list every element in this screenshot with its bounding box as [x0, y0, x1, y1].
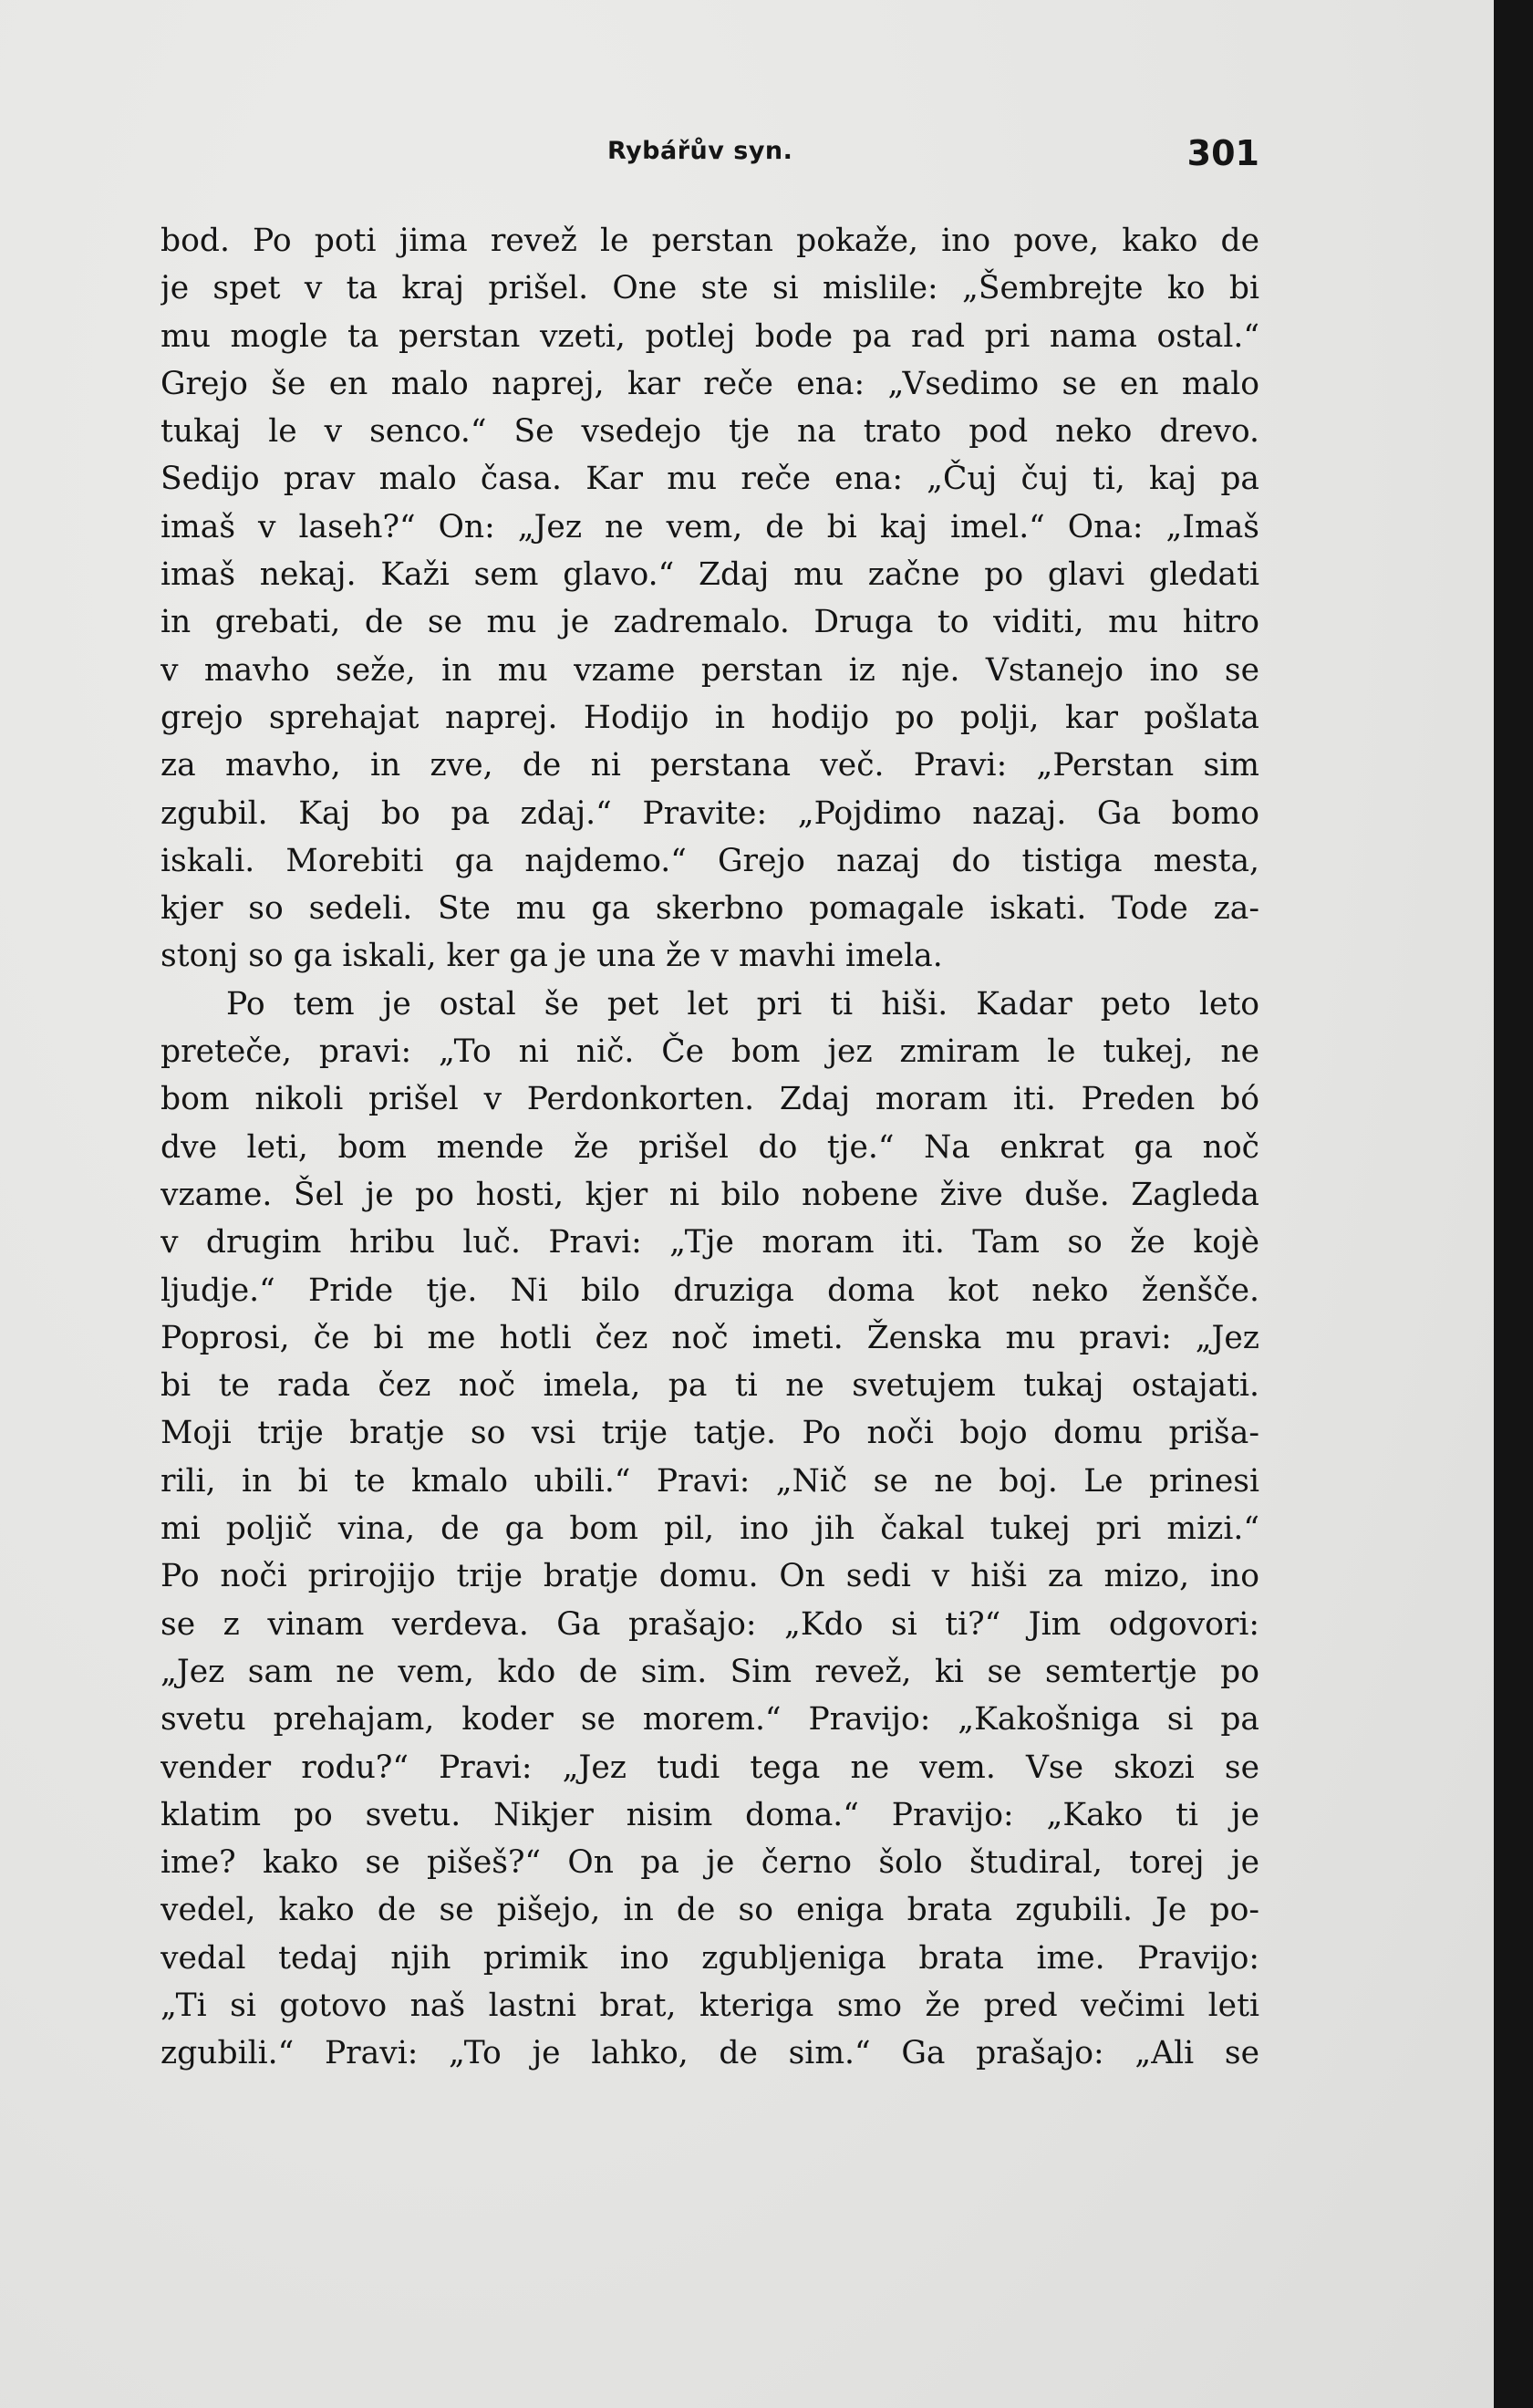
text-line: dve leti, bom mende že prišel do tje.“ Na enkrat ga noč — [161, 1128, 1259, 1166]
text-line: Po noči prirojijo trije bratje domu. On sedi v hiši za mizo, ino — [161, 1558, 1259, 1595]
text-line: bom nikoli prišel v Perdonkorten. Zdaj moram iti. Preden bó — [161, 1081, 1259, 1118]
text-line: Poprosi, če bi me hotli čez noč imeti. Ženska mu pravi: „Jez — [161, 1319, 1259, 1356]
text-line: bod. Po poti jima revež le perstan pokaže, ino pove, kako de — [161, 223, 1259, 259]
text-line: imaš v laseh?“ On: „Jez ne vem, de bi kaj imel.“ Ona: „Imaš — [161, 508, 1259, 545]
text-line: „Ti si gotovo naš lastni brat, kteriga smo že pred večimi leti — [161, 1987, 1259, 2024]
text-line: rili, in bi te kmalo ubili.“ Pravi: „Nič se ne boj. Le prinesi — [161, 1462, 1259, 1500]
running-head: Rybářův syn. — [607, 137, 793, 165]
text-line: Moji trije bratje so vsi trije tatje. Po noči bojo domu priša- — [161, 1415, 1259, 1452]
text-line: kjer so sedeli. Ste mu ga skerbno pomagale iskati. Tode za- — [161, 890, 1259, 928]
text-line: preteče, pravi: „To ni nič. Če bom jez zmiram le tukej, ne — [161, 1033, 1259, 1071]
text-line: Grejo še en malo naprej, kar reče ena: „Vsedimo se en malo — [161, 365, 1259, 402]
text-line: se z vinam verdeva. Ga prašajo: „Kdo si ti?“ Jim odgovori: — [161, 1605, 1259, 1643]
text-line: bi te rada čez noč imela, pa ti ne svetujem tukaj ostajati. — [161, 1367, 1259, 1405]
text-line: vender rodu?“ Pravi: „Jez tudi tega ne vem. Vse skozi se — [161, 1749, 1259, 1786]
text-line: tukaj le v senco.“ Se vsedejo tje na trato pod neko drevo. — [161, 413, 1259, 451]
text-line: stonj so ga iskali, ker ga je una že v mavhi imela. — [161, 938, 943, 975]
page-number: 301 — [1186, 133, 1259, 173]
text-line: ljudje.“ Pride tje. Ni bilo druziga doma kot neko ženšče. — [161, 1271, 1259, 1309]
text-line: zgubili.“ Pravi: „To je lahko, de sim.“ Ga prašajo: „Ali se — [161, 2035, 1259, 2072]
text-line: „Jez sam ne vem, kdo de sim. Sim revež, ki se semtertje po — [161, 1653, 1259, 1690]
text-line: za mavho, in zve, de ni perstana več. Pravi: „Perstan sim — [161, 747, 1259, 784]
body-text — [161, 217, 1259, 2078]
text-line: grejo sprehajat naprej. Hodijo in hodijo po polji, kar pošlata — [161, 699, 1259, 736]
text-line: iskali. Morebiti ga najdemo.“ Grejo nazaj do tistiga mesta, — [161, 842, 1259, 879]
text-line: imaš nekaj. Kaži sem glavo.“ Zdaj mu začne po glavi gledati — [161, 556, 1259, 594]
text-line: je spet v ta kraj prišel. One ste si mislile: „Šembrejte ko bi — [161, 270, 1259, 307]
text-line: in grebati, de se mu je zadremalo. Druga to viditi, mu hitro — [161, 604, 1259, 641]
text-line: v mavho seže, in mu vzame perstan iz nje. Vstanejo ino se — [161, 651, 1259, 689]
text-line: ime? kako se pišeš?“ On pa je černo šolo študiral, torej je — [161, 1844, 1259, 1882]
page-header — [161, 133, 1259, 179]
text-line: Po tem je ostal še pet let pri ti hiši. Kadar peto leto — [226, 985, 1259, 1022]
text-line: mu mogle ta perstan vzeti, potlej bode pa rad pri nama ostal.“ — [161, 317, 1259, 355]
text-line: vzame. Šel je po hosti, kjer ni bilo nobene žive duše. Zagleda — [161, 1176, 1259, 1213]
text-line: Sedijo prav malo časa. Kar mu reče ena: „Čuj čuj ti, kaj pa — [161, 461, 1259, 498]
text-line: mi poljič vina, de ga bom pil, ino jih čakal tukej pri mizi.“ — [161, 1510, 1259, 1548]
text-line: zgubil. Kaj bo pa zdaj.“ Pravite: „Pojdimo nazaj. Ga bomo — [161, 794, 1259, 832]
text-line: vedel, kako de se pišejo, in de so eniga brata zgubili. Je po- — [161, 1892, 1259, 1929]
text-line: v drugim hribu luč. Pravi: „Tje moram iti. Tam so že kojè — [161, 1224, 1259, 1261]
text-line: svetu prehajam, koder se morem.“ Pravijo: „Kakošniga si pa — [161, 1701, 1259, 1739]
text-line: vedal tedaj njih primik ino zgubljeniga brata ime. Pravijo: — [161, 1939, 1259, 1977]
scan-dark-edge — [1494, 0, 1533, 2408]
text-line: klatim po svetu. Nikjer nisim doma.“ Pravijo: „Kako ti je — [161, 1796, 1259, 1833]
